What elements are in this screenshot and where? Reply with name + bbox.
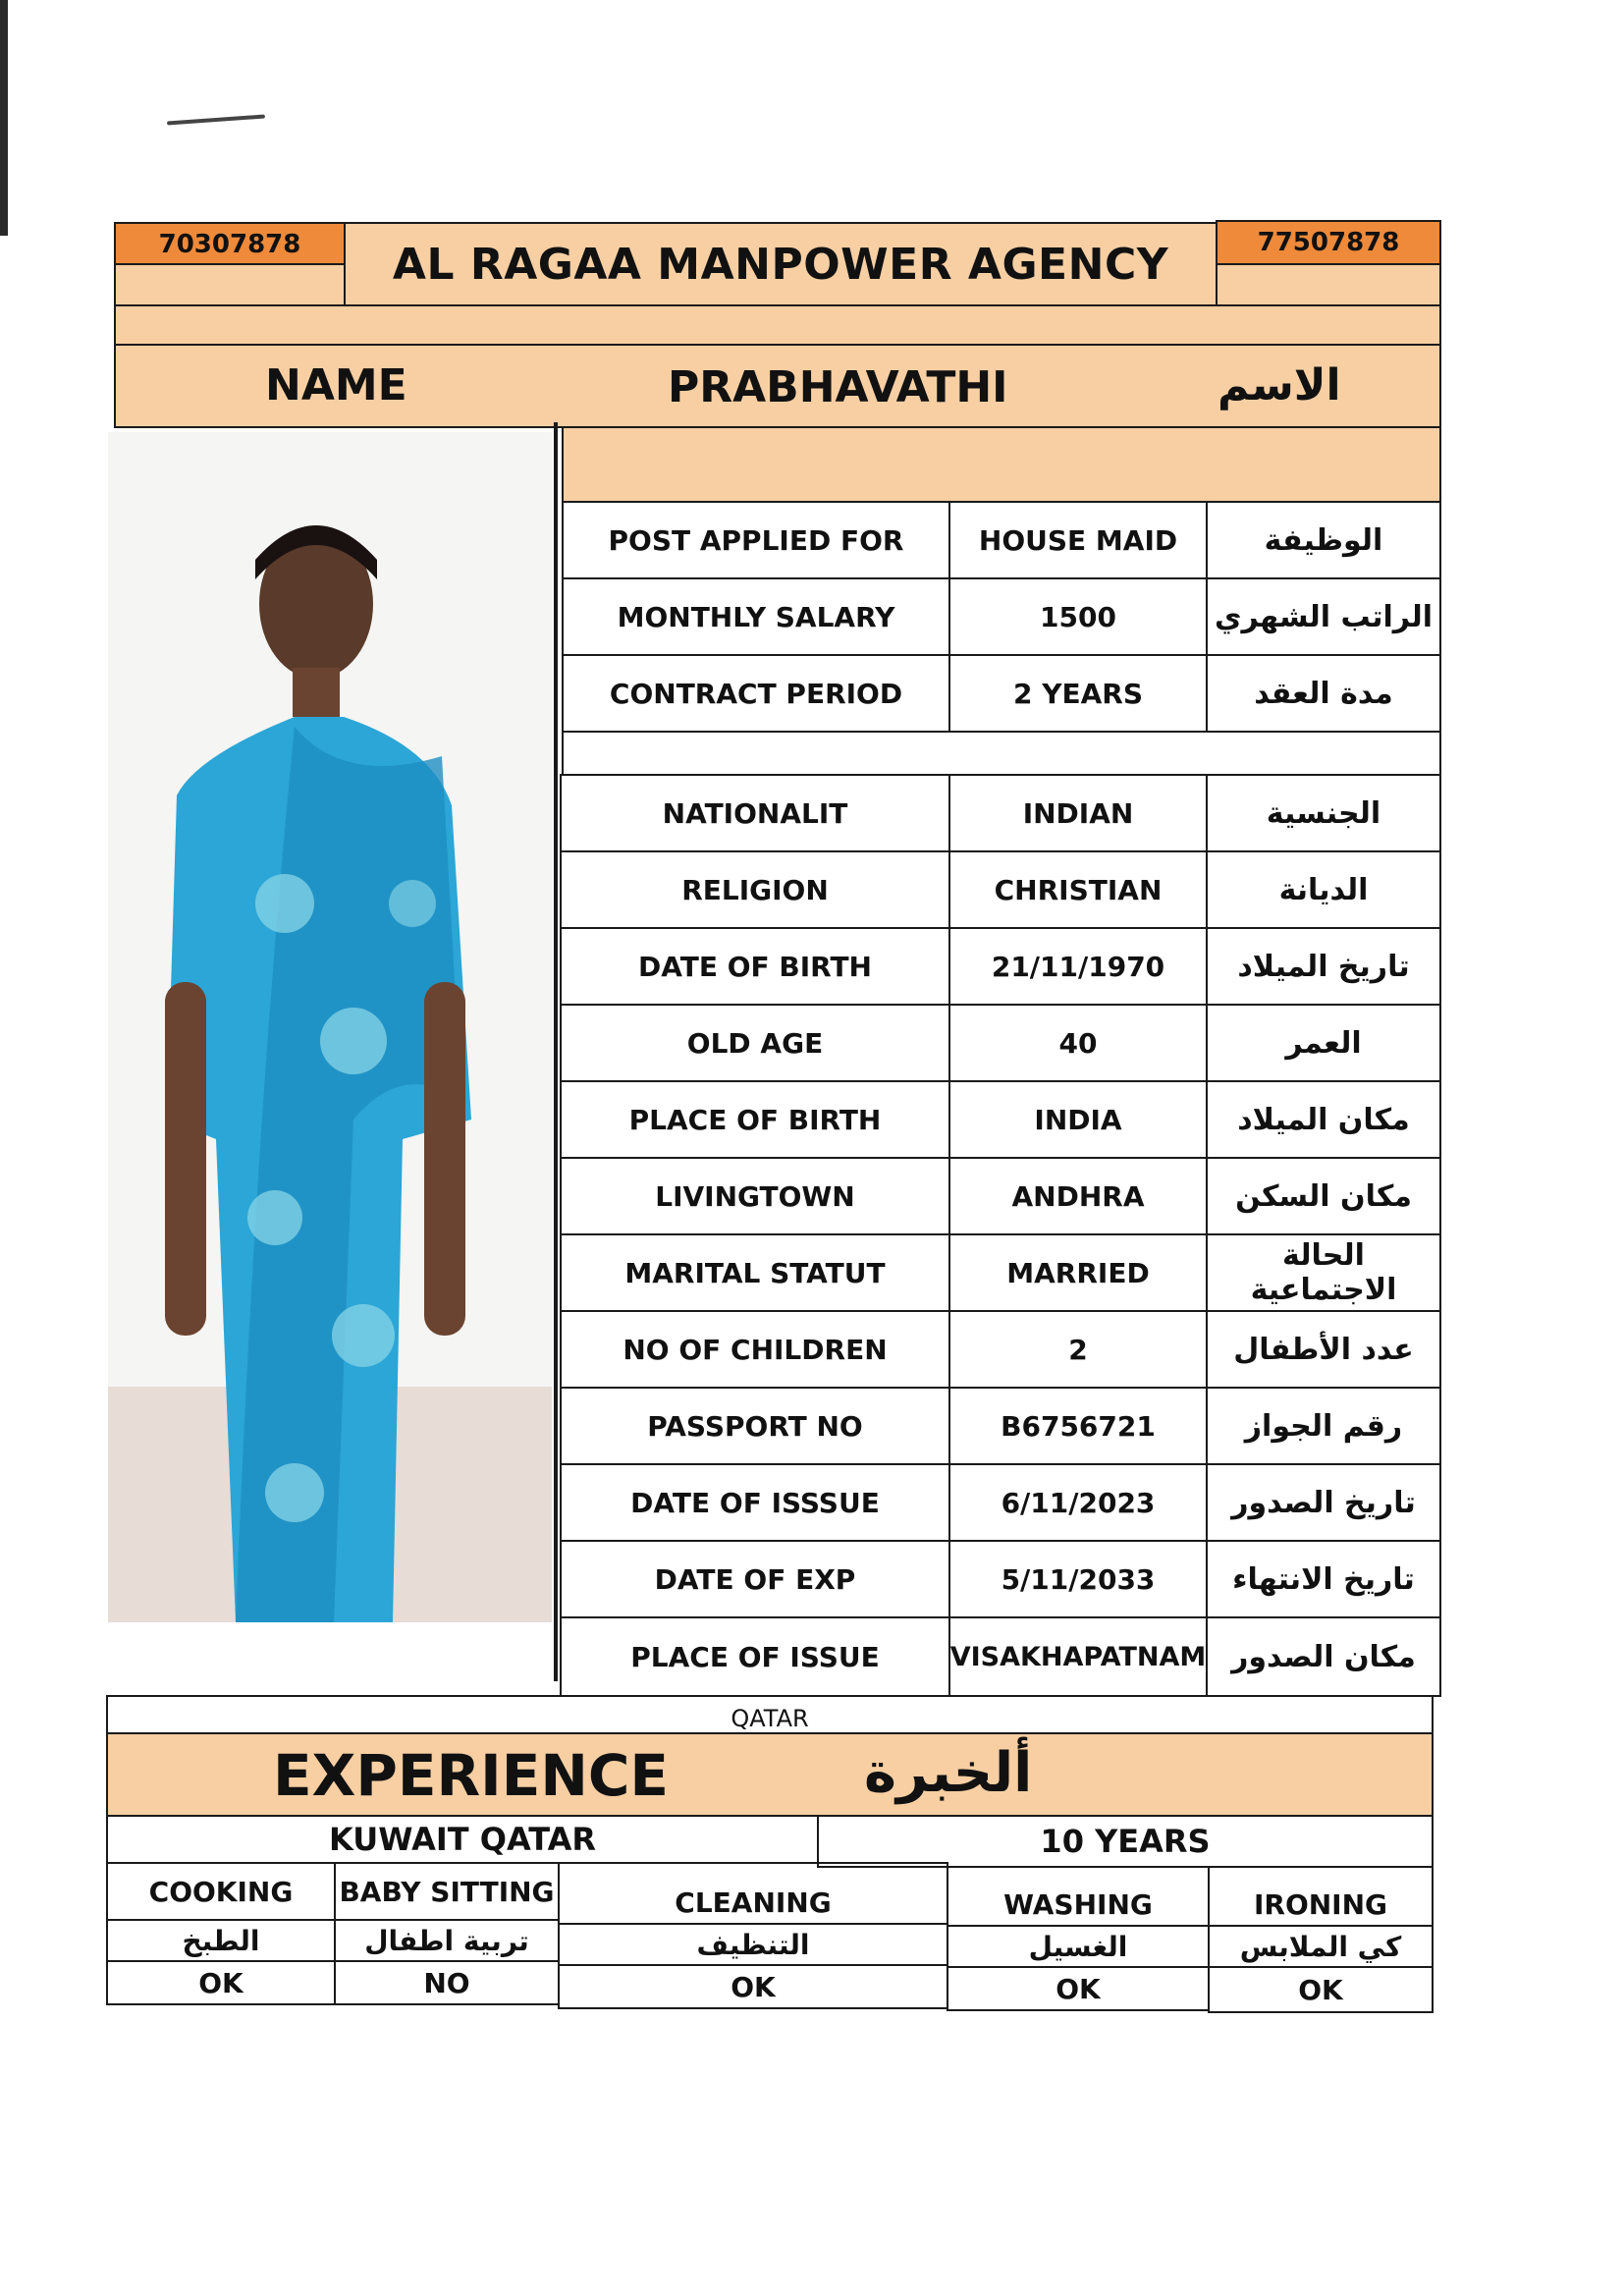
skill-status-1: NO — [334, 1960, 560, 2005]
personal-value-1: CHRISTIAN — [948, 850, 1208, 929]
job-label-ar-2: مدة العقد — [1206, 654, 1441, 733]
personal-label-7: NO OF CHILDREN — [560, 1310, 950, 1389]
skill-status-3: OK — [947, 1966, 1210, 2011]
experience-note: QATAR — [106, 1695, 1434, 1734]
personal-value-2: 21/11/1970 — [948, 927, 1208, 1006]
job-value-2: 2 YEARS — [948, 654, 1208, 733]
job-label-ar-1: الراتب الشهري — [1206, 577, 1441, 656]
scan-edge-shadow — [0, 0, 8, 236]
skill-status-2: OK — [558, 1964, 948, 2009]
job-label-0: POST APPLIED FOR — [562, 501, 950, 579]
skill-en-2: CLEANING — [558, 1862, 948, 1925]
job-value-0: HOUSE MAID — [948, 501, 1208, 579]
personal-label-ar-11: مكان الصدور — [1206, 1616, 1441, 1697]
experience-title-ar: ألخبرة — [864, 1741, 1033, 1805]
personal-value-11: VISAKHAPATNAM — [948, 1616, 1208, 1697]
phone-right-blank — [1216, 263, 1441, 306]
phone-left-blank — [114, 263, 346, 306]
experience-countries: KUWAIT QATAR — [106, 1815, 819, 1864]
personal-label-ar-4: مكان الميلاد — [1206, 1080, 1441, 1159]
phone-right: 77507878 — [1216, 220, 1441, 265]
personal-label-6: MARITAL STATUT — [560, 1233, 950, 1312]
skill-en-4: IRONING — [1208, 1866, 1434, 1927]
skill-ar-0: الطبخ — [106, 1919, 336, 1962]
personal-label-5: LIVINGTOWN — [560, 1157, 950, 1235]
personal-label-ar-3: العمر — [1206, 1004, 1441, 1082]
personal-value-9: 6/11/2023 — [948, 1463, 1208, 1542]
personal-label-ar-1: الديانة — [1206, 850, 1441, 929]
personal-value-5: ANDHRA — [948, 1157, 1208, 1235]
skill-status-0: OK — [106, 1960, 336, 2005]
personal-label-10: DATE OF EXP — [560, 1540, 950, 1618]
personal-value-4: INDIA — [948, 1080, 1208, 1159]
photo-divider — [554, 422, 558, 1681]
personal-label-1: RELIGION — [560, 850, 950, 929]
header-spacer — [114, 304, 1441, 346]
personal-value-6: MARRIED — [948, 1233, 1208, 1312]
name-value: PRABHAVATHI — [668, 362, 1008, 412]
personal-value-10: 5/11/2033 — [948, 1540, 1208, 1618]
skill-en-0: COOKING — [106, 1862, 336, 1921]
skill-ar-1: تربية اطفال — [334, 1919, 560, 1962]
experience-years: 10 YEARS — [817, 1815, 1434, 1868]
job-label-ar-0: الوظيفة — [1206, 501, 1441, 579]
experience-title: EXPERIENCE — [273, 1742, 670, 1809]
personal-label-9: DATE OF ISSSUE — [560, 1463, 950, 1542]
skill-en-3: WASHING — [947, 1866, 1210, 1927]
personal-label-8: PASSPORT NO — [560, 1387, 950, 1465]
personal-label-ar-2: تاريخ الميلاد — [1206, 927, 1441, 1006]
personal-label-11: PLACE OF ISSUE — [560, 1616, 950, 1697]
skill-ar-3: الغسيل — [947, 1925, 1210, 1968]
skill-en-1: BABY SITTING — [334, 1862, 560, 1921]
personal-label-ar-0: الجنسية — [1206, 774, 1441, 852]
skill-ar-2: التنظيف — [558, 1923, 948, 1966]
personal-value-8: B6756721 — [948, 1387, 1208, 1465]
applicant-photo — [108, 432, 552, 1622]
skill-status-4: OK — [1208, 1966, 1434, 2013]
personal-label-0: NATIONALIT — [560, 774, 950, 852]
personal-value-3: 40 — [948, 1004, 1208, 1082]
personal-label-ar-9: تاريخ الصدور — [1206, 1463, 1441, 1542]
job-value-1: 1500 — [948, 577, 1208, 656]
personal-label-ar-6: الحالة الاجتماعية — [1206, 1233, 1441, 1312]
name-label: NAME — [265, 360, 407, 410]
personal-label-ar-8: رقم الجواز — [1206, 1387, 1441, 1465]
personal-label-ar-5: مكان السكن — [1206, 1157, 1441, 1235]
agency-name: AL RAGAA MANPOWER AGENCY — [344, 222, 1218, 306]
job-label-2: CONTRACT PERIOD — [562, 654, 950, 733]
personal-label-2: DATE OF BIRTH — [560, 927, 950, 1006]
personal-label-ar-7: عدد الأطفال — [1206, 1310, 1441, 1389]
personal-label-3: OLD AGE — [560, 1004, 950, 1082]
personal-value-7: 2 — [948, 1310, 1208, 1389]
skill-ar-4: كي الملابس — [1208, 1925, 1434, 1968]
personal-label-4: PLACE OF BIRTH — [560, 1080, 950, 1159]
personal-label-ar-10: تاريخ الانتهاء — [1206, 1540, 1441, 1618]
job-label-1: MONTHLY SALARY — [562, 577, 950, 656]
info-header-bar — [562, 426, 1441, 503]
phone-left: 70307878 — [114, 222, 346, 265]
pen-mark — [167, 115, 265, 126]
name-label-ar: الاسم — [1218, 360, 1341, 410]
personal-value-0: INDIAN — [948, 774, 1208, 852]
info-spacer — [562, 731, 1441, 776]
